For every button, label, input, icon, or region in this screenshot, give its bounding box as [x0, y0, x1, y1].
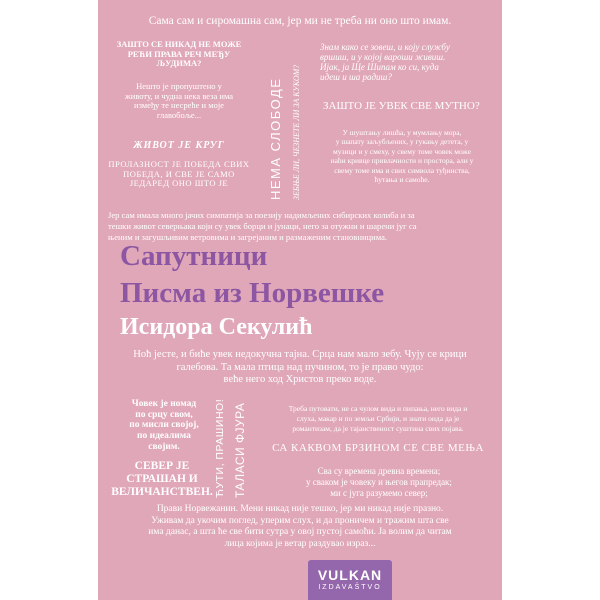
left-bottom-quote-1: Човек је номад по срцу свом, по мисли својој, по идеалима својим.	[129, 399, 199, 452]
book-title-1: Сапутници	[120, 240, 268, 272]
left-quote-1: ЗАШТО СЕ НИКАД НЕ МОЖЕ РЕЋИ ПРАВА РЕЧ МЕЂУ ЉУДИМА?	[116, 39, 242, 69]
bottom-paragraph: Прави Норвежанин. Мени никад није тешко, јер ми никад није празно. Уживам да укочим поглед, уперим слух, и да проничем и тражим шта све има данас, а шта ће све бити сутра у овој пустој самоћи. Ја волим да читам лица којима је ветар раздувао израз...	[148, 504, 452, 549]
top-quote: Сама сам и сиромашна сам, јер ми не треба ни оно што имам.	[148, 15, 452, 27]
left-quote-4: ПРОЛАЗНОСТ ЈЕ ПОБЕДА СВИХ ПОБЕДА, И СВЕ ЈЕ САМО ЈЕДАРЕД ОНО ШТО ЈЕ	[108, 159, 250, 189]
vertical-waves: ТАЛАСИ ФЈУРА	[233, 402, 247, 498]
night-quote: Ноћ јесте, и биће увек недокучна тајна. Срца нам мало зебу. Чују се крици галебова. Та мала птица над пучином, то је право чудо: веће него ход Христов преко воде.	[133, 349, 467, 386]
publisher-subtitle: IZDAVAŠTVO	[318, 584, 382, 591]
right-quote-3: У шуштању лишћа, у мумлању мора, у шапату заљубљених, у гукању детета, у музици и у смеху, у свему томе човек може наћи кривце привлачности и простора, али у свему томе има и свих символа туђинства, ћутања и самоће.	[330, 128, 474, 184]
vertical-silence-dust: ЋУТИ, ПРАШИНО!	[214, 398, 226, 498]
publisher-logo	[308, 560, 392, 600]
right-quote-1: Знам како се зовеш, и коју службу вршиш, и у којој вароши живиш. Ијак, ја Ще Шипам ко си, куда идеш и ша радиш?	[320, 42, 450, 83]
right-bottom-quote-3: Сва су времена древна времена; у сваком је човеку и његов прапредак; ми с југа разумемо север;	[306, 466, 452, 498]
left-heading-circle: ЖИВОТ ЈЕ КРУГ	[133, 140, 225, 151]
publisher-name: VULKAN	[317, 567, 383, 583]
middle-paragraph: Јер сам имала много јачих симпатија за поезију надимљених сибирских колиба и за тешки живот северњака који су увек борци и јунаци, него за отужни и шарени југ са њеним и загушљивим ветровима и загрејаним и размаженим становницима.	[108, 210, 417, 243]
left-quote-2: Нешто је пропуштено у животу, и чудна нека веза има између те несреће и моје главобоље...	[124, 81, 234, 120]
left-bottom-quote-2: СЕВЕР ЈЕ СТРАШАН И ВЕЛИЧАНСТВЕН.	[111, 460, 213, 498]
book-author: Исидора Секулић	[120, 314, 313, 340]
vertical-question: ЗЕБЊЕ ЛИ, ЧЕЗНЕТЕ ЛИ ЗА КУКОМ?	[292, 64, 301, 200]
book-cover	[98, 0, 502, 600]
right-bottom-quote-1: Треба путовати, не са чулом вида и пипања, него вида и слуха, макар и по земљи Србији, и знати онда да је романтизам, да је тајанственост суштина свих појава.	[288, 404, 468, 433]
right-heading-murky: ЗАШТО ЈЕ УВЕК СВЕ МУТНО?	[323, 100, 480, 112]
vertical-no-freedom: НЕМА СЛОБОДЕ	[268, 77, 283, 200]
book-title-2: Писма из Норвешке	[120, 277, 385, 309]
right-heading-speed: СА КАКВОМ БРЗИНОМ СЕ СВЕ МЕЊА	[272, 442, 484, 454]
